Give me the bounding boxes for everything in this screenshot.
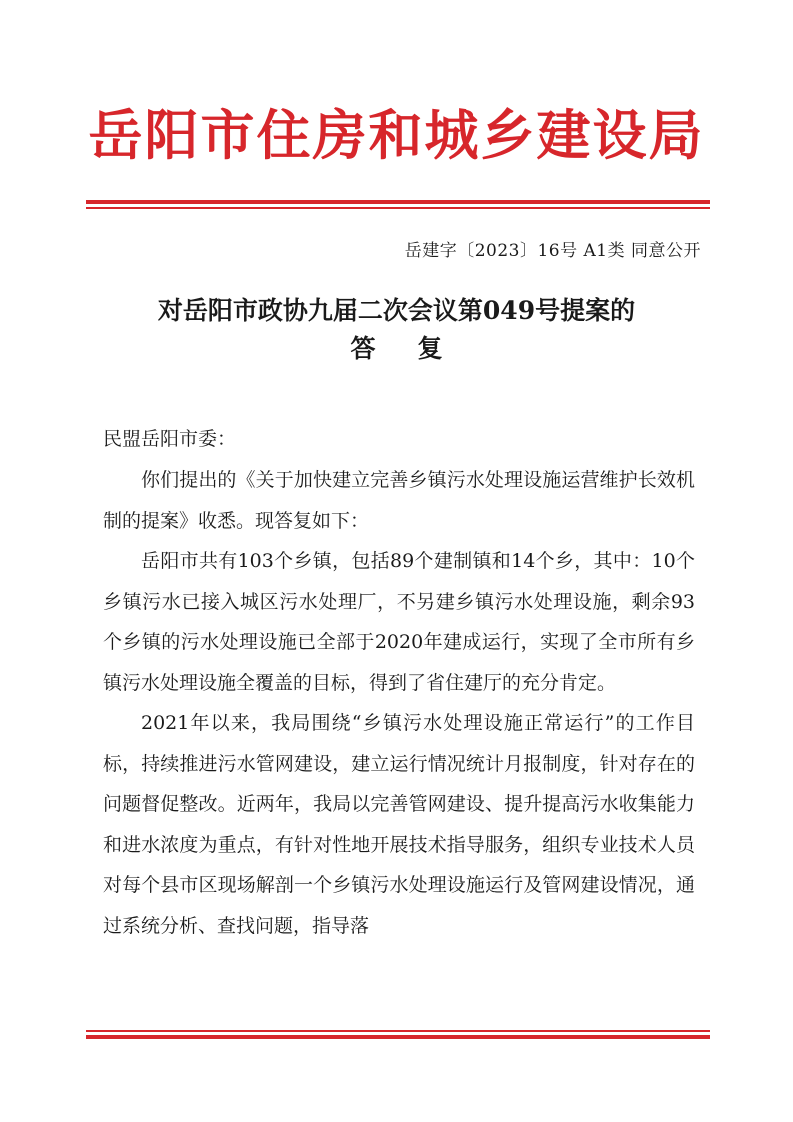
document-title-line1: 对岳阳市政协九届二次会议第049号提案的 — [157, 296, 636, 325]
body-text — [103, 460, 695, 946]
document-title-line2: 答复 — [350, 334, 485, 363]
letterhead-org-name: 岳阳市住房和城乡建设局 — [88, 103, 705, 167]
addressee: 民盟岳阳市委： — [103, 428, 237, 450]
footer-rule-thin — [86, 1030, 710, 1032]
paragraph: 岳阳市共有103个乡镇，包括89个建制镇和14个乡，其中：10个乡镇污水已接入城区污水处理厂，不另建乡镇污水处理设施，剩余93个乡镇的污水处理设施已全部于2020年建成运行，实现了全市所有乡镇污水处理设施全覆盖的目标，得到了省住建厅的充分肯定。 — [103, 550, 695, 694]
paragraph: 2021年以来，我局围绕“乡镇污水处理设施正常运行”的工作目标，持续推进污水管网建设，建立运行情况统计月报制度，针对存在的问题督促整改。近两年，我局以完善管网建设、提升提高污水收集能力和进水浓度为重点，有针对性地开展技术指导服务，组织专业技术人员对每个县市区现场解剖一个乡镇污水处理设施运行及管网建设情况，通过系统分析、查找问题，指导落 — [103, 712, 695, 937]
letterhead-rule-thin — [86, 207, 710, 209]
footer-rule-thick — [86, 1035, 710, 1039]
document-title — [0, 292, 793, 368]
letterhead-rule-thick — [86, 200, 710, 204]
paragraph: 你们提出的《关于加快建立完善乡镇污水处理设施运营维护长效机制的提案》收悉。现答复如下： — [103, 469, 695, 532]
document-number: 岳建字〔2023〕16号 A1类 同意公开 — [404, 241, 701, 261]
